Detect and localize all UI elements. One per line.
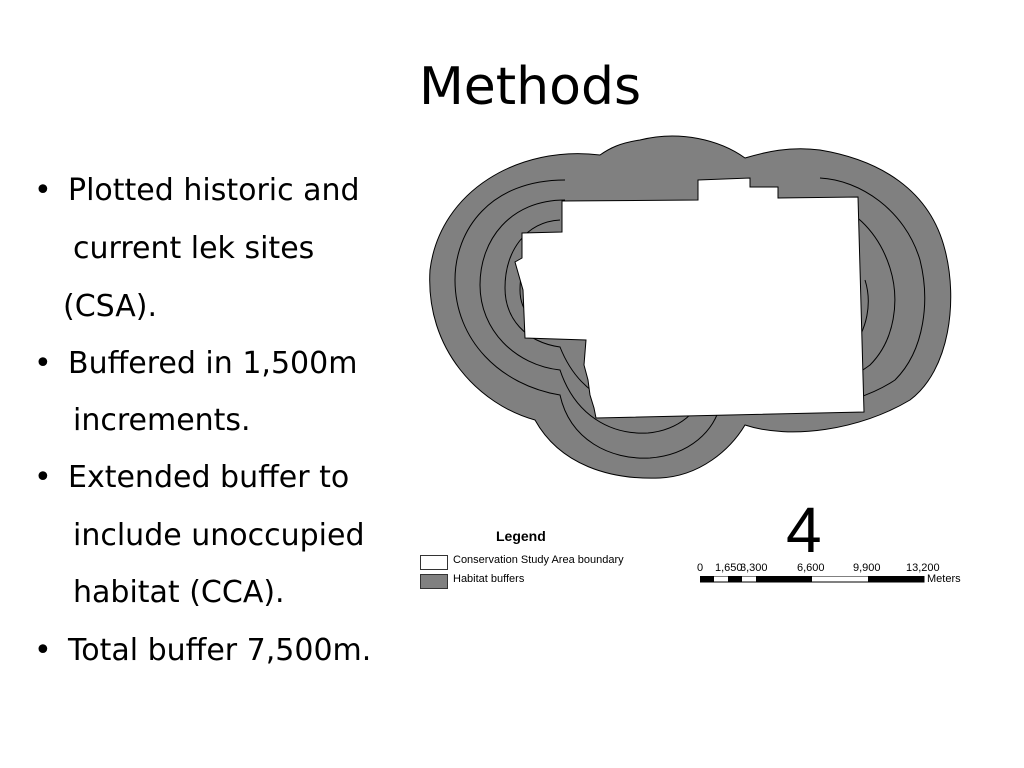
page-number: 4 (786, 494, 822, 566)
bullet-text: Total buffer 7,500m. (68, 633, 372, 668)
scale-tick: 13,200 (906, 562, 940, 574)
bullet-continuation: habitat (CCA). (73, 575, 285, 610)
buffer-map (420, 130, 960, 490)
scale-tick: 6,600 (797, 562, 825, 574)
scale-tick: 3,300 (740, 562, 768, 574)
bullet-item (34, 344, 358, 384)
bullet-text: Extended buffer to (68, 460, 350, 495)
bullet-continuation: (CSA). (63, 289, 158, 324)
bullet-item (34, 171, 360, 211)
bullet-dot: • (34, 173, 52, 208)
scale-tick: 0 (697, 562, 704, 574)
slide-title: Methods (418, 57, 642, 117)
bullet-dot: • (34, 633, 52, 668)
scale-bar (700, 576, 926, 584)
study-area-swatch (420, 555, 448, 570)
legend-label: Habitat buffers (453, 573, 525, 585)
buffer-swatch (420, 574, 448, 589)
bullet-item (34, 458, 350, 498)
bullet-text: Buffered in 1,500m (68, 346, 358, 381)
bullet-text: Plotted historic and (68, 173, 360, 208)
bullet-continuation: increments. (73, 403, 251, 438)
scale-tick: 9,900 (853, 562, 881, 574)
bullet-list (0, 0, 420, 768)
bullet-dot: • (34, 460, 52, 495)
bullet-continuation: include unoccupied (73, 518, 365, 553)
bullet-item (34, 631, 372, 671)
legend-label: Conservation Study Area boundary (453, 554, 624, 566)
scale-units: Meters (927, 573, 961, 585)
scale-tick: 1,650 (715, 562, 743, 574)
bullet-dot: • (34, 346, 52, 381)
bullet-continuation: current lek sites (73, 231, 315, 266)
legend-title: Legend (496, 528, 546, 544)
